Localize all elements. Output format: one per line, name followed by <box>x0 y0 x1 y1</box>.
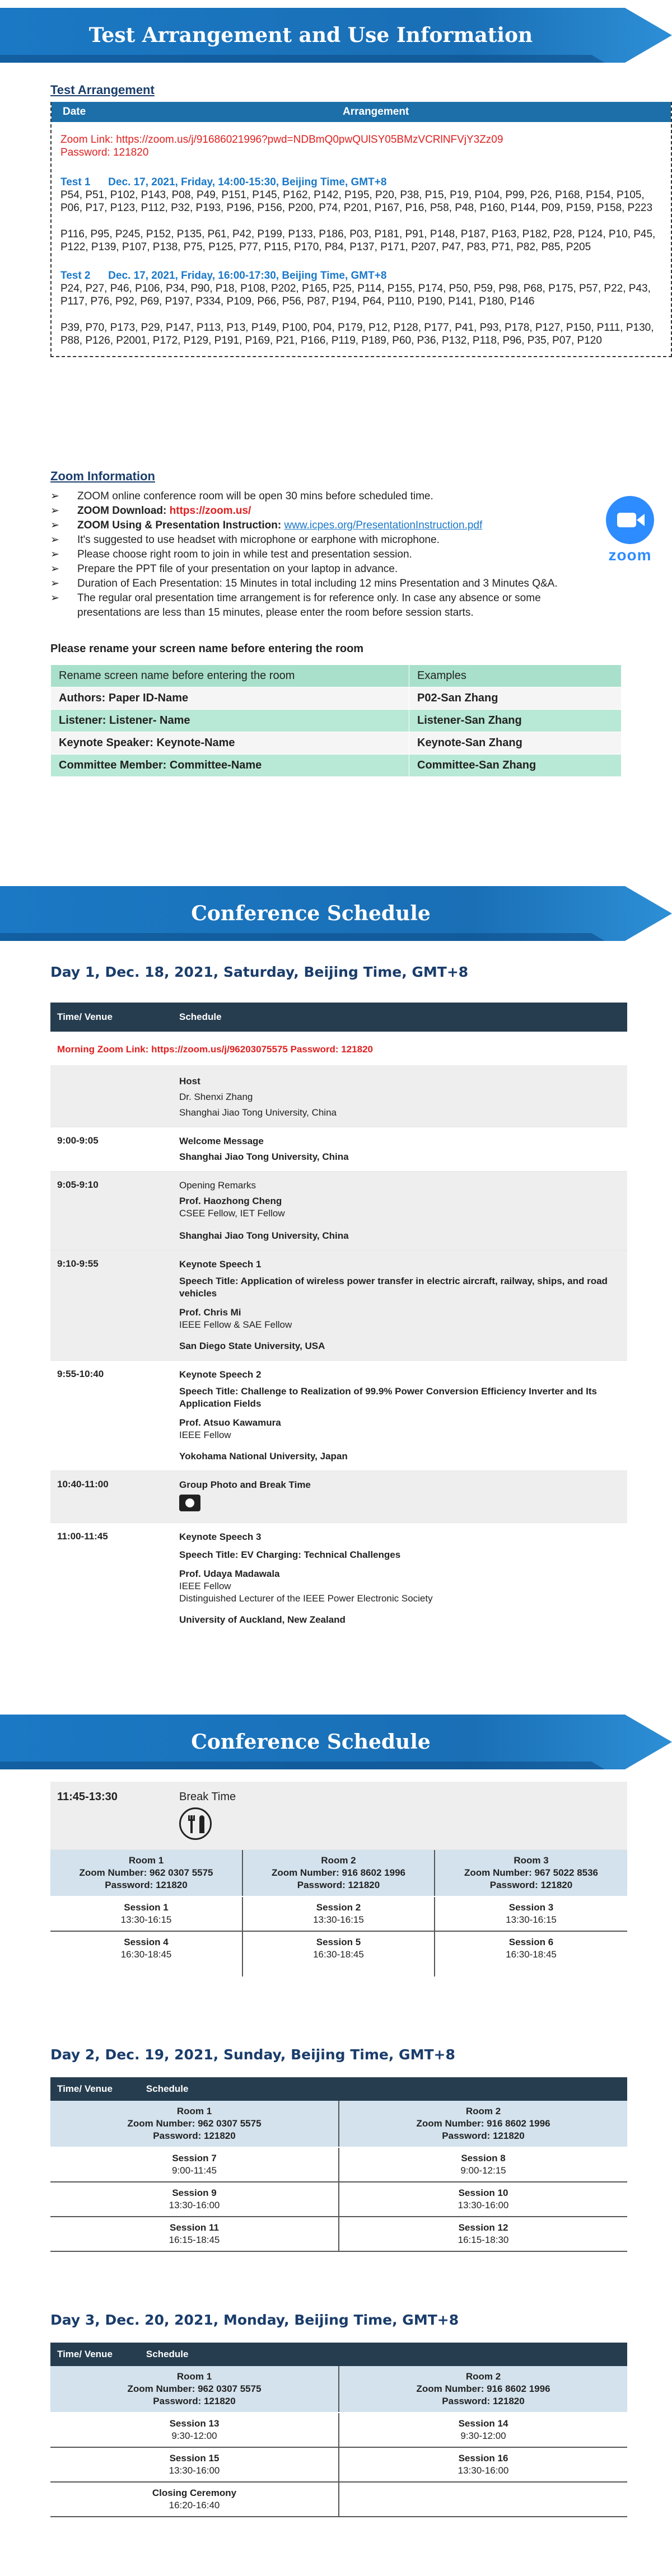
arrangement-header <box>52 102 671 122</box>
presentation-instruction-link[interactable]: www.icpes.org/PresentationInstruction.pdf <box>284 519 483 531</box>
session-cell[interactable]: Session 1 13:30-16:15 <box>50 1896 242 1931</box>
session-cell[interactable]: Session 9 13:30-16:00 <box>50 2182 339 2217</box>
arrow-bullet-icon: ➢ <box>50 534 59 546</box>
zoom-info-subtitle: Zoom Information <box>50 469 155 483</box>
table-row <box>50 2366 627 2413</box>
session-cell[interactable]: Session 11 16:15-18:45 <box>50 2217 339 2251</box>
arrow-bullet-icon: ➢ <box>50 490 59 502</box>
test-arrangement-section <box>50 83 672 357</box>
banner-title: Conference Schedule <box>191 902 431 925</box>
break-row: 11:45-13:30 Break Time <box>50 1782 627 1850</box>
table-row <box>50 1850 627 1896</box>
list-item: ➢ ZOOM online conference room will be open 30 mins before scheduled time. <box>50 489 571 504</box>
day3-title: Day 3, Dec. 20, 2021, Monday, Beijing Time, GMT+8 <box>50 2312 459 2328</box>
banner-conference-schedule <box>0 886 672 941</box>
room-cell: Room 3 Zoom Number: 967 5022 8536 Password: 121820 <box>435 1850 627 1896</box>
rename-table <box>50 664 622 777</box>
test-arrangement-subtitle: Test Arrangement <box>50 83 155 97</box>
table-row <box>50 2413 627 2447</box>
test2-title: Test 2 Dec. 17, 2021, Friday, 16:00-17:30, Beijing Time, GMT+8 <box>60 270 387 282</box>
session-cell[interactable]: Session 14 9:30-12:00 <box>339 2413 627 2447</box>
test2-list-b: P39, P70, P173, P29, P147, P113, P13, P149, P100, P04, P179, P12, P128, P177, P41, P93, P178, P127, P150, P111, P130, P88, P126, P2001, P172, P129, P191, P169, P21, P166, P119, P189, P60, P36, P132, P118, P96, P35, P07, P120 <box>60 322 654 346</box>
list-item: ➢ Please choose right room to join in while test and presentation session. <box>50 547 571 562</box>
session-cell[interactable]: Closing Ceremony 16:20-16:40 <box>50 2482 339 2517</box>
list-item: ➢ ZOOM Using & Presentation Instruction: www.icpes.org/PresentationInstruction.pdf <box>50 518 571 533</box>
session-cell[interactable]: Session 3 13:30-16:15 <box>435 1896 627 1931</box>
arrow-bullet-icon: ➢ <box>50 592 59 604</box>
day1-afternoon-section <box>50 1782 655 1977</box>
col-date: Date <box>63 106 86 118</box>
day3-section <box>50 2312 655 2517</box>
table-row <box>50 2147 627 2182</box>
session-cell[interactable]: Session 4 16:30-18:45 <box>50 1931 242 1977</box>
banner-conference-schedule-2 <box>0 1715 672 1769</box>
zoom-camera-icon <box>606 496 654 544</box>
col-arrangement: Arrangement <box>343 106 409 118</box>
table-row: Host Dr. Shenxi Zhang Shanghai Jiao Tong University, China <box>50 1065 627 1127</box>
arrangement-table <box>50 102 672 357</box>
camera-icon <box>179 1495 200 1511</box>
day2-rooms-table <box>50 2077 627 2252</box>
table-row: Committee Member: Committee-Name Committee-San Zhang <box>51 755 622 777</box>
room-cell: Room 2 Zoom Number: 916 8602 1996 Password: 121820 <box>339 2101 627 2147</box>
table-row <box>50 1931 627 1977</box>
table-row: Authors: Paper ID-Name P02-San Zhang <box>51 687 622 710</box>
room-cell: Room 2 Zoom Number: 916 8602 1996 Password: 121820 <box>242 1850 435 1896</box>
session-cell[interactable]: Session 7 9:00-11:45 <box>50 2147 339 2182</box>
session-cell[interactable]: Session 5 16:30-18:45 <box>242 1931 435 1977</box>
session-cell[interactable]: Session 8 9:00-12:15 <box>339 2147 627 2182</box>
schedule-header: Time/ Venue Schedule <box>50 1003 627 1032</box>
rename-title: Please rename your screen name before entering the room <box>50 643 364 655</box>
test1-title: Test 1 Dec. 17, 2021, Friday, 14:00-15:30, Beijing Time, GMT+8 <box>60 176 387 188</box>
arrow-bullet-icon: ➢ <box>50 578 59 589</box>
table-row: 11:00-11:45 Keynote Speech 3 Speech Title: EV Charging: Technical Challenges Prof. Udaya Madawala IEEE Fellow Distinguished Lecturer of the IEEE Power Electronic Society University of Auckland, New Zealand <box>57 1531 433 1625</box>
table-row <box>50 2182 627 2217</box>
session-cell[interactable]: Session 15 13:30-16:00 <box>50 2447 339 2482</box>
day2-title: Day 2, Dec. 19, 2021, Sunday, Beijing Time, GMT+8 <box>50 2046 455 2063</box>
test1-list-b: P116, P95, P245, P152, P135, P61, P42, P199, P133, P186, P03, P181, P91, P148, P187, P163, P182, P28, P124, P10, P45, P122, P139, P107, P138, P75, P125, P77, P115, P170, P84, P137, P171, P207, P47, P83, P71, P82, P85, P205 <box>60 228 656 253</box>
table-row: 10:40-11:00 Group Photo and Break Time <box>50 1471 627 1523</box>
zoom-info-list <box>50 489 571 620</box>
day1-schedule <box>50 1003 627 1634</box>
cutlery-icon <box>179 1807 212 1840</box>
banner-title: Test Arrangement and Use Information <box>88 24 533 47</box>
test1-list-a: P54, P51, P102, P143, P08, P49, P151, P145, P162, P142, P195, P20, P38, P15, P19, P104, P99, P26, P168, P154, P105, P06, P17, P123, P112, P32, P193, P196, P156, P200, P74, P201, P167, P16, P58, P48, P160, P144, P09, P159, P158, P223 <box>60 189 653 214</box>
zoom-logo-text: zoom <box>608 546 652 564</box>
day1-title: Day 1, Dec. 18, 2021, Saturday, Beijing Time, GMT+8 <box>50 964 469 980</box>
morning-zoom-row <box>50 1032 627 1065</box>
list-item: ➢ The regular oral presentation time arrangement is for reference only. In case any absence or some presentations are less than 15 minutes, please enter the room before session starts. <box>50 592 541 619</box>
list-item: ➢ ZOOM Download: https://zoom.us/ <box>50 504 571 518</box>
test2-list-a: P24, P27, P46, P106, P34, P90, P18, P108, P202, P165, P25, P114, P155, P174, P50, P59, P98, P68, P175, P57, P22, P43, P117, P76, P92, P69, P197, P334, P109, P66, P56, P87, P194, P64, P110, P190, P141, P180, P146 <box>60 283 651 307</box>
list-item: ➢ Duration of Each Presentation: 15 Minutes in total including 12 mins Presentation and 3 Minutes Q&A. <box>50 577 571 591</box>
zoom-logo <box>599 496 661 564</box>
table-row <box>50 2217 627 2251</box>
list-item: ➢ It's suggested to use headset with microphone or earphone with microphone. <box>50 533 571 547</box>
table-row: Listener: Listener- Name Listener-San Zhang <box>51 710 622 732</box>
arrow-bullet-icon: ➢ <box>50 549 59 560</box>
room-cell: Room 1 Zoom Number: 962 0307 5575 Password: 121820 <box>50 2366 339 2413</box>
banner-test-arrangement <box>0 8 672 63</box>
schedule-header: Time/ Venue Schedule <box>50 2343 627 2366</box>
test-zoom-password: Password: 121820 <box>60 147 149 158</box>
session-cell[interactable]: Session 13 9:30-12:00 <box>50 2413 339 2447</box>
zoom-info-section <box>50 469 661 777</box>
day1-rooms-table <box>50 1850 627 1977</box>
table-row <box>50 2101 627 2147</box>
arrow-bullet-icon: ➢ <box>50 519 59 531</box>
room-cell: Room 1 Zoom Number: 962 0307 5575 Password: 121820 <box>50 2101 339 2147</box>
table-row: 9:00-9:05 Welcome Message Shanghai Jiao Tong University, China <box>50 1127 627 1172</box>
session-cell[interactable]: Session 16 13:30-16:00 <box>339 2447 627 2482</box>
table-row: Rename screen name before entering the room Examples <box>51 665 622 687</box>
session-cell <box>339 2482 627 2517</box>
banner-title: Conference Schedule <box>191 1730 431 1754</box>
table-row: 9:55-10:40 Keynote Speech 2 Speech Title: Challenge to Realization of 99.9% Power Conversion Efficiency Inverter and Its Application Fields Prof. Atsuo Kawamura IEEE Fellow Yokohama National University, Japan <box>50 1361 627 1471</box>
session-cell[interactable]: Session 2 13:30-16:15 <box>242 1896 435 1931</box>
day3-rooms-table <box>50 2343 627 2517</box>
session-cell[interactable]: Session 12 16:15-18:30 <box>339 2217 627 2251</box>
list-item: ➢ Prepare the PPT file of your presentation on your laptop in advance. <box>50 562 571 577</box>
table-row <box>50 2447 627 2482</box>
day1-section <box>50 964 655 1634</box>
table-row: 9:05-9:10 Opening Remarks Prof. Haozhong Cheng CSEE Fellow, IET Fellow Shanghai Jiao Tong University, China <box>50 1172 627 1250</box>
session-cell[interactable]: Session 10 13:30-16:00 <box>339 2182 627 2217</box>
day2-section <box>50 2046 655 2252</box>
morning-zoom-link[interactable]: Morning Zoom Link: https://zoom.us/j/96203075575 Password: 121820 <box>57 1044 373 1055</box>
arrow-bullet-icon: ➢ <box>50 563 59 575</box>
table-row: 9:10-9:55 Keynote Speech 1 Speech Title: Application of wireless power transfer in electric aircraft, railway, ships, and road vehicles Prof. Chris Mi IEEE Fellow & SAE Fellow San Diego State University, USA <box>50 1250 627 1361</box>
session-cell[interactable]: Session 6 16:30-18:45 <box>435 1931 627 1977</box>
test-zoom-link[interactable]: Zoom Link: https://zoom.us/j/91686021996?pwd=NDBmQ0pwQUlSY05BMzVCRlNFVjY3Zz09 <box>60 134 503 146</box>
schedule-header: Time/ Venue Schedule <box>50 2077 627 2101</box>
table-row: Keynote Speaker: Keynote-Name Keynote-San Zhang <box>51 732 622 755</box>
arrangement-body <box>52 122 671 356</box>
zoom-download-link[interactable]: https://zoom.us/ <box>169 505 251 517</box>
room-cell: Room 1 Zoom Number: 962 0307 5575 Password: 121820 <box>50 1850 242 1896</box>
room-cell: Room 2 Zoom Number: 916 8602 1996 Password: 121820 <box>339 2366 627 2413</box>
table-row <box>50 1896 627 1931</box>
arrow-bullet-icon: ➢ <box>50 505 59 517</box>
table-row <box>50 2482 627 2517</box>
